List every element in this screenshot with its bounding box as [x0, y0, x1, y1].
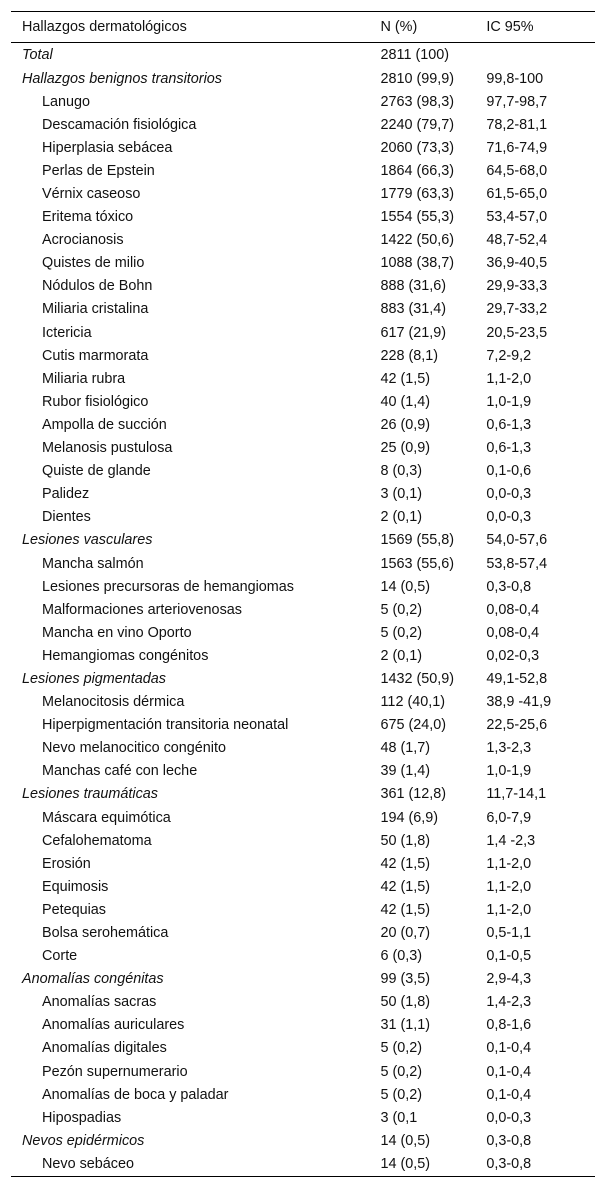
ci-cell: 0,1-0,4	[486, 1086, 532, 1103]
ci-cell: 71,6-74,9	[486, 139, 548, 156]
table-row	[11, 460, 595, 483]
table-row	[11, 691, 595, 714]
finding-cell: Hipospadias	[42, 1109, 122, 1126]
finding-cell: Petequias	[42, 901, 107, 918]
finding-cell: Hiperplasia sebácea	[42, 139, 173, 156]
n-percent-cell: 6 (0,3)	[380, 948, 423, 965]
ci-cell: 54,0-57,6	[486, 532, 548, 549]
ci-cell: 1,0-1,9	[486, 763, 532, 780]
n-percent-cell: 2811 (100)	[380, 47, 450, 63]
table-row	[11, 806, 595, 829]
n-percent-cell: 1569 (55,8)	[380, 532, 455, 549]
finding-cell: Lesiones pigmentadas	[22, 670, 167, 687]
n-percent-cell: 8 (0,3)	[380, 463, 423, 480]
ci-cell: 1,1-2,0	[486, 855, 532, 872]
ci-cell: 48,7-52,4	[486, 232, 548, 249]
finding-cell: Miliaria rubra	[42, 370, 126, 387]
ci-cell: 0,1-0,4	[486, 1063, 532, 1080]
table-row	[11, 344, 595, 367]
n-percent-cell: 25 (0,9)	[380, 440, 431, 457]
table-row	[11, 760, 595, 783]
finding-cell: Anomalías de boca y paladar	[42, 1086, 229, 1103]
ci-cell: 97,7-98,7	[486, 93, 548, 110]
finding-cell: Total	[22, 47, 53, 63]
finding-cell: Cutis marmorata	[42, 347, 149, 364]
finding-cell: Equimosis	[42, 878, 109, 895]
finding-cell: Lesiones vasculares	[22, 532, 153, 549]
ci-cell: 53,4-57,0	[486, 209, 548, 226]
table-row	[11, 321, 595, 344]
n-percent-cell: 1422 (50,6)	[380, 232, 455, 249]
ci-cell: 64,5-68,0	[486, 162, 548, 179]
n-percent-cell: 2 (0,1)	[380, 509, 423, 526]
finding-cell: Melanocitosis dérmica	[42, 694, 185, 711]
ci-cell: 0,08-0,4	[486, 601, 540, 618]
table-row	[11, 367, 595, 390]
finding-cell: Melanosis pustulosa	[42, 440, 173, 457]
finding-cell: Hemangiomas congénitos	[42, 647, 209, 664]
n-percent-cell: 2 (0,1)	[380, 647, 423, 664]
table-group-row	[11, 667, 595, 690]
ci-cell: 1,1-2,0	[486, 901, 532, 918]
n-percent-cell: 5 (0,2)	[380, 1040, 423, 1057]
table-body	[11, 43, 595, 1177]
table-row	[11, 1152, 595, 1176]
table-row	[11, 483, 595, 506]
finding-cell: Vérnix caseoso	[42, 186, 141, 203]
finding-cell: Ampolla de succión	[42, 416, 167, 433]
ci-cell: 53,8-57,4	[486, 555, 548, 572]
n-percent-cell: 42 (1,5)	[380, 901, 431, 918]
table-row	[11, 298, 595, 321]
n-percent-cell: 888 (31,6)	[380, 278, 447, 295]
n-percent-cell: 42 (1,5)	[380, 855, 431, 872]
ci-cell: 0,5-1,1	[486, 925, 532, 942]
table-row	[11, 1014, 595, 1037]
n-percent-cell: 5 (0,2)	[380, 1063, 423, 1080]
n-percent-cell: 5 (0,2)	[380, 1086, 423, 1103]
ci-cell: 6,0-7,9	[486, 809, 532, 826]
table-row	[11, 136, 595, 159]
n-percent-cell: 675 (24,0)	[380, 717, 447, 734]
ci-cell: 1,0-1,9	[486, 393, 532, 410]
ci-cell: 1,4-2,3	[486, 994, 532, 1011]
table-row	[11, 252, 595, 275]
table-row	[11, 575, 595, 598]
n-percent-cell: 14 (0,5)	[380, 1132, 431, 1149]
finding-cell: Manchas café con leche	[42, 763, 198, 780]
table-row	[11, 90, 595, 113]
n-percent-cell: 5 (0,2)	[380, 601, 423, 618]
table-row	[11, 1060, 595, 1083]
table-row	[11, 275, 595, 298]
ci-cell: 0,08-0,4	[486, 624, 540, 641]
table-row	[11, 182, 595, 205]
finding-cell: Hiperpigmentación transitoria neonatal	[42, 717, 289, 734]
table-group-row	[11, 529, 595, 552]
n-percent-cell: 228 (8,1)	[380, 347, 439, 364]
ci-cell: 29,7-33,2	[486, 301, 548, 318]
n-percent-cell: 1088 (38,7)	[380, 255, 455, 272]
n-percent-cell: 99 (3,5)	[380, 971, 431, 988]
n-percent-cell: 1554 (55,3)	[380, 209, 455, 226]
ci-cell: 0,02-0,3	[486, 647, 540, 664]
finding-cell: Erosión	[42, 855, 91, 872]
n-percent-cell: 361 (12,8)	[380, 786, 447, 803]
table-row	[11, 113, 595, 136]
n-percent-cell: 2763 (98,3)	[380, 93, 455, 110]
ci-cell: 0,3-0,8	[486, 1155, 532, 1172]
finding-cell: Pezón supernumerario	[42, 1063, 188, 1080]
finding-cell: Lanugo	[42, 93, 91, 110]
ci-cell: 38,9 -41,9	[486, 694, 552, 711]
table-row	[11, 921, 595, 944]
finding-cell: Mancha salmón	[42, 555, 144, 572]
ci-cell: 61,5-65,0	[486, 186, 548, 203]
n-percent-cell: 1864 (66,3)	[380, 162, 455, 179]
n-percent-cell: 50 (1,8)	[380, 994, 431, 1011]
n-percent-cell: 3 (0,1	[380, 1109, 418, 1126]
table-row	[11, 552, 595, 575]
header-row	[11, 12, 595, 43]
finding-cell: Perlas de Epstein	[42, 162, 155, 179]
n-percent-cell: 2060 (73,3)	[380, 139, 455, 156]
finding-cell: Rubor fisiológico	[42, 393, 149, 410]
ci-cell: 78,2-81,1	[486, 116, 548, 133]
table-row	[11, 159, 595, 182]
table-header	[11, 12, 595, 43]
ci-cell: 2,9-4,3	[486, 971, 532, 988]
table-row	[11, 1083, 595, 1106]
ci-cell	[486, 43, 595, 68]
finding-cell: Cefalohematoma	[42, 832, 152, 849]
ci-cell: 0,6-1,3	[486, 416, 532, 433]
finding-cell: Descamación fisiológica	[42, 116, 197, 133]
ci-cell: 7,2-9,2	[486, 347, 532, 364]
table-row	[11, 875, 595, 898]
table-group-row	[11, 1129, 595, 1152]
finding-cell: Palidez	[42, 486, 90, 503]
finding-cell: Miliaria cristalina	[42, 301, 149, 318]
ci-cell: 1,1-2,0	[486, 878, 532, 895]
ci-cell: 0,0-0,3	[486, 486, 532, 503]
ci-cell: 49,1-52,8	[486, 670, 548, 687]
table-row	[11, 390, 595, 413]
finding-cell: Ictericia	[42, 324, 92, 341]
ci-cell: 29,9-33,3	[486, 278, 548, 295]
table-row	[11, 1037, 595, 1060]
finding-cell: Acrocianosis	[42, 232, 124, 249]
n-percent-cell: 194 (6,9)	[380, 809, 439, 826]
header-n-percent: N (%)	[380, 19, 418, 35]
ci-cell: 22,5-25,6	[486, 717, 548, 734]
header-findings: Hallazgos dermatológicos	[22, 19, 187, 35]
table-row	[11, 991, 595, 1014]
finding-cell: Anomalías sacras	[42, 994, 157, 1011]
ci-cell: 1,1-2,0	[486, 370, 532, 387]
n-percent-cell: 2240 (79,7)	[380, 116, 455, 133]
ci-cell: 0,6-1,3	[486, 440, 532, 457]
table-row	[11, 621, 595, 644]
ci-cell: 1,4 -2,3	[486, 832, 536, 849]
table-row	[11, 413, 595, 436]
table-row	[11, 229, 595, 252]
n-percent-cell: 883 (31,4)	[380, 301, 447, 318]
finding-cell: Nevos epidérmicos	[22, 1132, 145, 1149]
ci-cell: 36,9-40,5	[486, 255, 548, 272]
n-percent-cell: 14 (0,5)	[380, 1155, 431, 1172]
n-percent-cell: 42 (1,5)	[380, 878, 431, 895]
n-percent-cell: 31 (1,1)	[380, 1017, 431, 1034]
table-row	[11, 829, 595, 852]
n-percent-cell: 50 (1,8)	[380, 832, 431, 849]
table-row	[11, 206, 595, 229]
finding-cell: Nevo sebáceo	[42, 1155, 135, 1172]
ci-cell: 0,3-0,8	[486, 1132, 532, 1149]
finding-cell: Hallazgos benignos transitorios	[22, 70, 222, 87]
ci-cell: 0,8-1,6	[486, 1017, 532, 1034]
table-group-row	[11, 67, 595, 90]
finding-cell: Anomalías auriculares	[42, 1017, 185, 1034]
table-row	[11, 598, 595, 621]
finding-cell: Corte	[42, 948, 78, 965]
n-percent-cell: 14 (0,5)	[380, 578, 431, 595]
n-percent-cell: 1779 (63,3)	[380, 186, 455, 203]
ci-cell: 0,3-0,8	[486, 578, 532, 595]
finding-cell: Bolsa serohemática	[42, 925, 169, 942]
findings-table-container	[11, 11, 595, 1177]
findings-table	[11, 11, 595, 1177]
n-percent-cell: 39 (1,4)	[380, 763, 431, 780]
n-percent-cell: 20 (0,7)	[380, 925, 431, 942]
n-percent-cell: 112 (40,1)	[380, 694, 446, 711]
finding-cell: Anomalías congénitas	[22, 971, 164, 988]
ci-cell: 1,3-2,3	[486, 740, 532, 757]
n-percent-cell: 3 (0,1)	[380, 486, 423, 503]
table-row	[11, 1106, 595, 1129]
table-row	[11, 437, 595, 460]
finding-cell: Anomalías digitales	[42, 1040, 167, 1057]
finding-cell: Eritema tóxico	[42, 209, 134, 226]
ci-cell: 20,5-23,5	[486, 324, 548, 341]
n-percent-cell: 1563 (55,6)	[380, 555, 455, 572]
ci-cell: 0,0-0,3	[486, 1109, 532, 1126]
n-percent-cell: 5 (0,2)	[380, 624, 423, 641]
finding-cell: Malformaciones arteriovenosas	[42, 601, 242, 618]
ci-cell: 0,0-0,3	[486, 509, 532, 526]
table-group-row	[11, 43, 595, 68]
table-row	[11, 644, 595, 667]
ci-cell: 0,1-0,6	[486, 463, 532, 480]
ci-cell: 11,7-14,1	[486, 786, 547, 803]
ci-cell: 0,1-0,5	[486, 948, 532, 965]
finding-cell: Nódulos de Bohn	[42, 278, 153, 295]
table-row	[11, 714, 595, 737]
n-percent-cell: 42 (1,5)	[380, 370, 431, 387]
finding-cell: Lesiones precursoras de hemangiomas	[42, 578, 294, 595]
header-ci-95: IC 95%	[486, 19, 534, 35]
n-percent-cell: 48 (1,7)	[380, 740, 431, 757]
n-percent-cell: 40 (1,4)	[380, 393, 431, 410]
table-row	[11, 737, 595, 760]
finding-cell: Máscara equimótica	[42, 809, 171, 826]
n-percent-cell: 617 (21,9)	[380, 324, 447, 341]
table-row	[11, 852, 595, 875]
finding-cell: Mancha en vino Oporto	[42, 624, 192, 641]
table-row	[11, 898, 595, 921]
finding-cell: Lesiones traumáticas	[22, 786, 158, 803]
finding-cell: Dientes	[42, 509, 91, 526]
table-group-row	[11, 783, 595, 806]
ci-cell: 0,1-0,4	[486, 1040, 532, 1057]
n-percent-cell: 26 (0,9)	[380, 416, 431, 433]
finding-cell: Nevo melanocitico congénito	[42, 740, 226, 757]
table-row	[11, 506, 595, 529]
finding-cell: Quistes de milio	[42, 255, 145, 272]
table-group-row	[11, 968, 595, 991]
ci-cell: 99,8-100	[486, 70, 544, 87]
n-percent-cell: 2810 (99,9)	[380, 70, 455, 87]
finding-cell: Quiste de glande	[42, 463, 151, 480]
n-percent-cell: 1432 (50,9)	[380, 670, 455, 687]
table-row	[11, 945, 595, 968]
